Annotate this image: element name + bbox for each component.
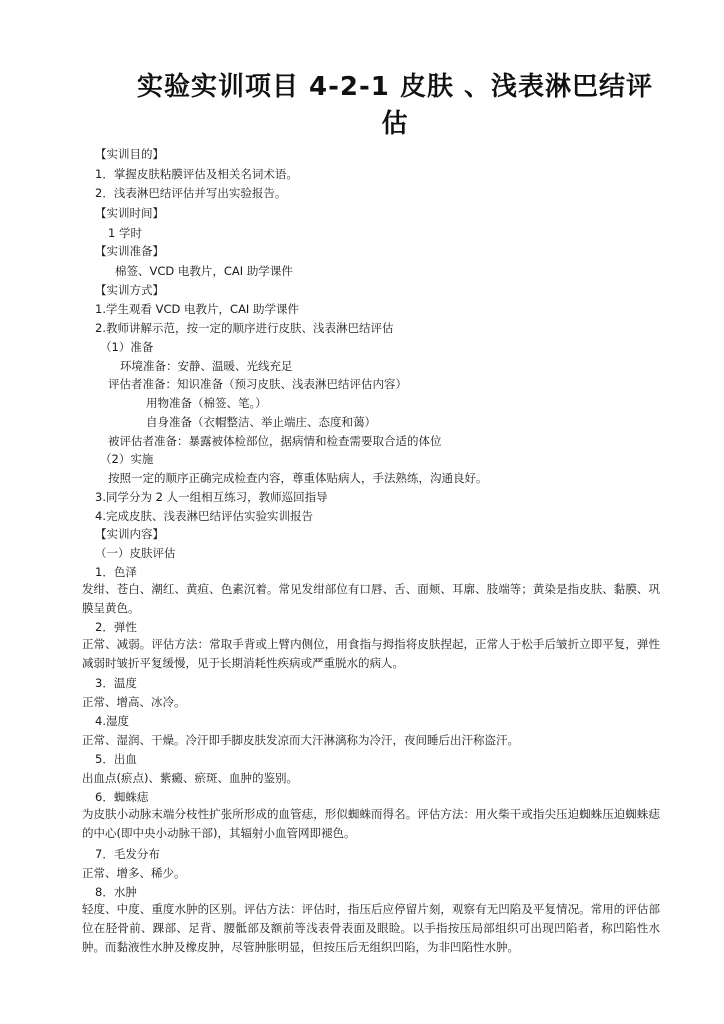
item-humidity-text: 正常、湿润、干燥。冷汗即手脚皮肤发凉而大汗淋漓称为冷汗，夜间睡后出汗称盗汗。: [82, 733, 519, 747]
heading-preparation: 【实训准备】: [95, 244, 164, 258]
heading-method: 【实训方式】: [95, 283, 164, 297]
document-title-continued: 估: [381, 109, 409, 139]
purpose-item-1: 1．掌握皮肤粘膜评估及相关名词术语。: [95, 167, 298, 181]
method-step-4: 4.完成皮肤、浅表淋巴结评估实验实训报告: [95, 509, 313, 523]
method-step-3: 3.同学分为 2 人一组相互练习，教师巡回指导: [95, 490, 328, 504]
item-edema-heading: 8．水肿: [95, 885, 137, 899]
item-spider-nevus-text: 为皮肤小动脉末端分枝性扩张所形成的血管痣，形似蜘蛛而得名。评估方法：用火柴干或指尖压迫蜘蛛压迫蜘蛛痣的中心(即中央小动脉干部)，其辐射小血管网即褪色。: [82, 807, 660, 840]
item-temperature-heading: 3．温度: [95, 676, 137, 690]
item-temperature-text: 正常、增高、冰冷。: [82, 695, 186, 709]
self-prep: 自身准备（衣帽整洁、举止端庄、态度和蔼）: [146, 415, 376, 429]
item-humidity-heading: 4.湿度: [95, 714, 129, 728]
section-skin-assessment: （一）皮肤评估: [95, 546, 176, 560]
document-title: 实验实训项目 4-2-1 皮肤 、浅表淋巴结评: [136, 72, 653, 102]
item-bleeding-heading: 5．出血: [95, 752, 137, 766]
heading-purpose: 【实训目的】: [95, 147, 164, 161]
substep-prepare: （1）准备: [100, 340, 154, 354]
assessor-prep: 评估者准备：知识准备（预习皮肤、浅表淋巴结评估内容）: [108, 377, 407, 391]
item-hair-heading: 7．毛发分布: [95, 847, 160, 861]
item-elasticity-text: 正常、减弱。评估方法：常取手背或上臂内侧位，用食指与拇指将皮肤捏起，正常人于松手后皱折立即平复，弹性减弱时皱折平复缓慢，见于长期消耗性疾病或严重脱水的病人。: [82, 637, 660, 670]
method-step-2: 2.教师讲解示范，按一定的顺序进行皮肤、浅表淋巴结评估: [95, 321, 394, 335]
preparation-materials: 棉签、VCD 电教片，CAI 助学课件: [115, 264, 293, 278]
substep-implement: （2）实施: [100, 452, 154, 466]
item-color-heading: 1．色泽: [95, 565, 137, 579]
item-hair-text: 正常、增多、稀少。: [82, 866, 186, 880]
implement-detail: 按照一定的顺序正确完成检查内容，尊重体贴病人，手法熟练，沟通良好。: [108, 471, 488, 485]
item-edema-text: 轻度、中度、重度水肿的区别。评估方法：评估时，指压后应停留片刻，观察有无凹陷及平复情况。常用的评估部位在胫骨前、踝部、足背、腰骶部及额前等浅表骨表面及眼睑。以手指按压局部组织可出现凹陷者，称凹陷性水肿。而黏液性水肿及橡皮肿，尽管肿胀明显，但按压后无组织凹陷，为非凹陷性水肿。: [82, 902, 660, 954]
item-color-text: 发绀、苍白、潮红、黄疸、色素沉着。常见发绀部位有口唇、舌、面颊、耳廓、肢端等；黄染是指皮肤、黏膜、巩膜呈黄色。: [82, 582, 660, 615]
supplies-prep: 用物准备（棉签、笔。）: [146, 396, 267, 410]
item-elasticity-heading: 2．弹性: [95, 620, 137, 634]
environment-prep: 环境准备：安静、温暖、光线充足: [120, 359, 293, 373]
subject-prep: 被评估者准备：暴露被体检部位，据病情和检查需要取合适的体位: [108, 434, 442, 448]
time-value: 1 学时: [108, 226, 142, 240]
heading-time: 【实训时间】: [95, 206, 164, 220]
heading-content: 【实训内容】: [95, 527, 164, 541]
item-bleeding-text: 出血点(瘀点)、紫癜、瘀斑、血肿的鉴别。: [82, 771, 298, 785]
method-step-1: 1.学生观看 VCD 电教片，CAI 助学课件: [95, 302, 299, 316]
purpose-item-2: 2．浅表淋巴结评估并写出实验报告。: [95, 186, 287, 200]
item-spider-nevus-heading: 6．蜘蛛痣: [95, 790, 149, 804]
